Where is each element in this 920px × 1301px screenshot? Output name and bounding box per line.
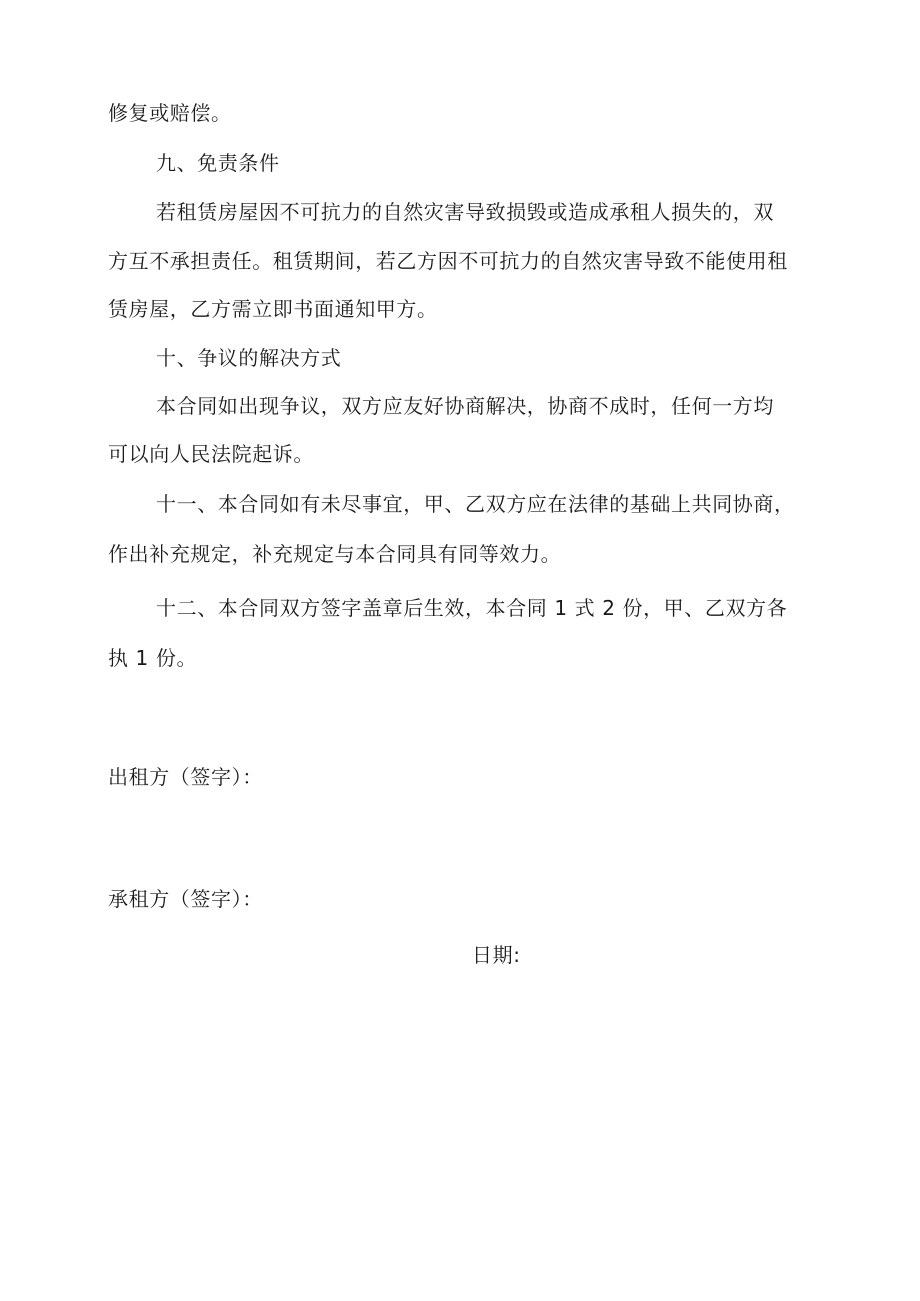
paragraph-line: 十二、本合同双方签字盖章后生效，本合同 1 式 2 份，甲、乙双方各 (156, 596, 788, 620)
paragraph-line: 本合同如出现争议，双方应友好协商解决，协商不成时，任何一方均 (156, 394, 774, 418)
date-label: 日期: (472, 943, 521, 967)
paragraph-line: 作出补充规定，补充规定与本合同具有同等效力。 (108, 542, 562, 566)
paragraph-line: 执 1 份。 (108, 646, 198, 670)
paragraph-line: 可以向人民法院起诉。 (108, 442, 314, 466)
paragraph-line: 修复或赔偿。 (108, 101, 232, 125)
lessee-signature-label: 承租方（签字）： (108, 887, 263, 911)
section-heading-dispute: 十、争议的解决方式 (156, 346, 342, 370)
paragraph-line: 十一、本合同如有未尽事宜，甲、乙双方应在法律的基础上共同协商， (156, 492, 795, 516)
paragraph-line: 方互不承担责任。租赁期间，若乙方因不可抗力的自然灾害导致不能使用租 (108, 249, 788, 273)
lessor-signature-label: 出租方（签字）： (108, 765, 263, 789)
paragraph-line: 赁房屋，乙方需立即书面通知甲方。 (108, 297, 438, 321)
paragraph-line: 若租赁房屋因不可抗力的自然灾害导致损毁或造成承租人损失的，双 (156, 200, 774, 224)
section-heading-exemption: 九、免责条件 (156, 151, 280, 175)
